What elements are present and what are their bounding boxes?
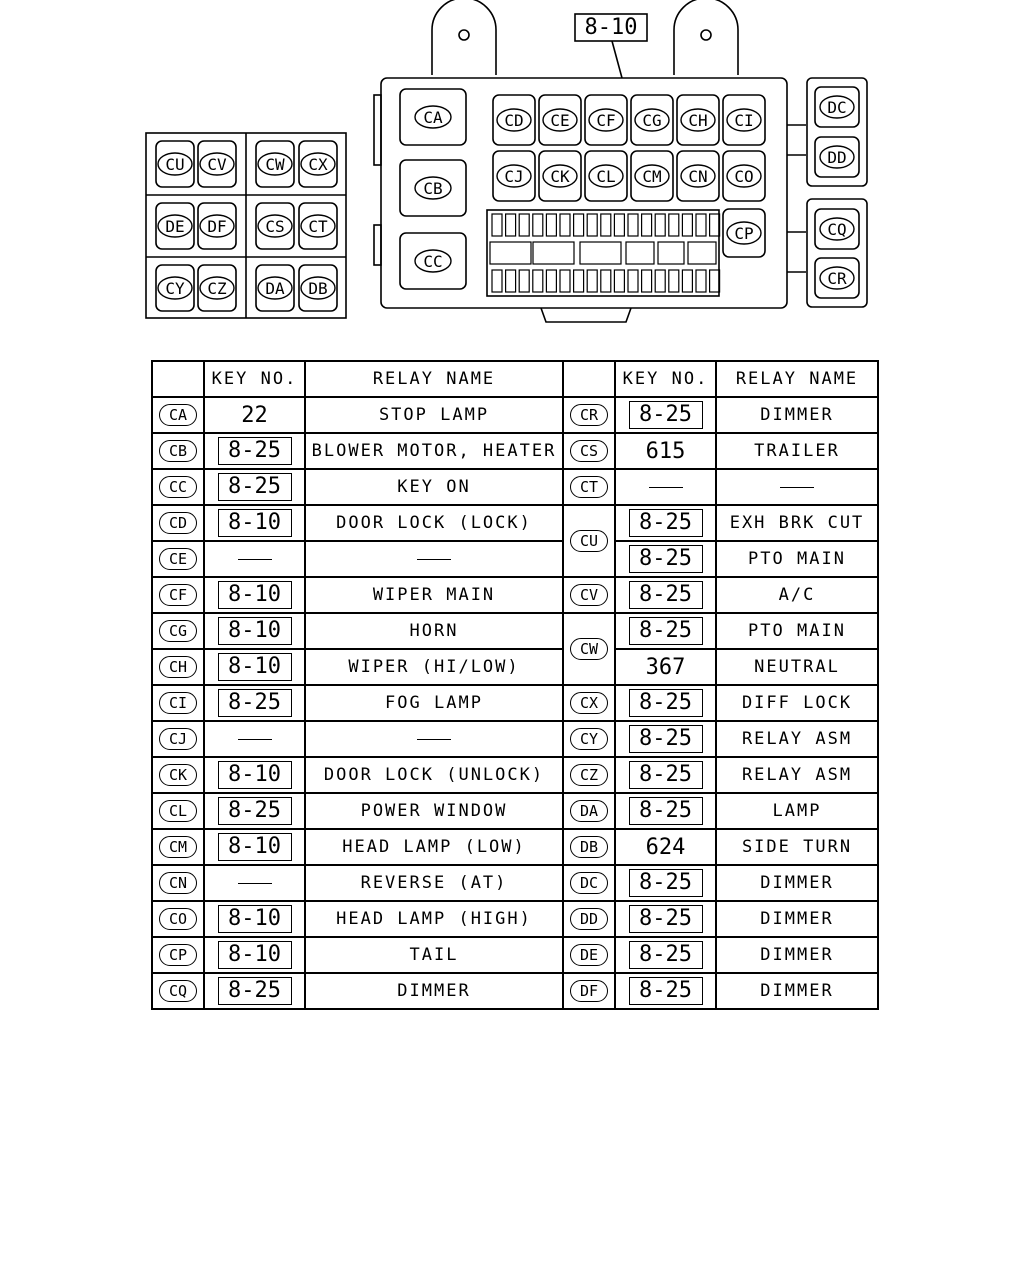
table-row: [152, 829, 878, 865]
table-row: [152, 865, 878, 901]
relay-name-cell: [305, 613, 563, 649]
relay-code: CE: [159, 548, 197, 570]
relay-name: HEAD LAMP (LOW): [342, 837, 526, 857]
relay-name: DIMMER: [760, 909, 834, 929]
code-cell: [563, 829, 615, 865]
svg-text:CQ: CQ: [827, 220, 847, 239]
key-no-cell: [615, 469, 716, 505]
relay-name-cell: [305, 829, 563, 865]
svg-text:CK: CK: [550, 167, 570, 186]
relay-name-cell: [305, 901, 563, 937]
relay-name: DIMMER: [760, 981, 834, 1001]
svg-text:CH: CH: [688, 111, 708, 130]
svg-text:CU: CU: [165, 155, 185, 174]
relay-name: EXH BRK CUT: [729, 513, 865, 533]
relay-name: BLOWER MOTOR, HEATER: [311, 441, 557, 461]
svg-text:CA: CA: [423, 108, 443, 127]
key-no: 8-25: [629, 761, 703, 789]
key-no: 8-10: [218, 581, 292, 609]
code-cell: [563, 937, 615, 973]
relay-code: DA: [570, 800, 608, 822]
relay-code: CU: [570, 530, 608, 552]
table-row: [152, 721, 878, 757]
svg-text:CV: CV: [207, 155, 227, 174]
code-cell: [563, 505, 615, 577]
relay-code: CP: [159, 944, 197, 966]
relay-code: CT: [570, 476, 608, 498]
relay-socket-cw: [256, 141, 294, 187]
relay-code: DF: [570, 980, 608, 1002]
key-no: [238, 739, 272, 740]
relay-name-cell: [305, 721, 563, 757]
svg-text:CN: CN: [688, 167, 708, 186]
key-no: 8-25: [629, 725, 703, 753]
relay-code: CQ: [159, 980, 197, 1002]
relay-socket-cb: [400, 160, 466, 216]
code-cell: [152, 721, 204, 757]
table-row: [152, 577, 878, 613]
svg-text:CC: CC: [423, 252, 443, 271]
relay-name-cell: [716, 685, 878, 721]
relay-code: DD: [570, 908, 608, 930]
relay-socket-cf: [585, 95, 627, 145]
header-key-left: KEY NO.: [204, 361, 305, 397]
relay-code: CB: [159, 440, 197, 462]
relay-name-cell: [305, 865, 563, 901]
relay-socket-ct: [299, 203, 337, 249]
key-no-cell: [204, 397, 305, 433]
relay-name: WIPER (HI/LOW): [348, 657, 520, 677]
relay-socket-ch: [677, 95, 719, 145]
relay-socket-cp: [723, 209, 765, 257]
relay-code: CF: [159, 584, 197, 606]
relay-name-cell: [716, 937, 878, 973]
key-no-cell: [204, 649, 305, 685]
relay-name: DIMMER: [397, 981, 471, 1001]
svg-text:DB: DB: [308, 279, 328, 298]
key-no-cell: [615, 973, 716, 1009]
code-cell: [563, 973, 615, 1009]
key-no-cell: [615, 433, 716, 469]
key-no: 8-25: [629, 941, 703, 969]
relay-box-diagram: [0, 0, 1024, 345]
code-cell: [563, 613, 615, 685]
relay-socket-cj: [493, 151, 535, 201]
relay-name: DIMMER: [760, 873, 834, 893]
relay-socket-cy: [156, 265, 194, 311]
key-no: 8-25: [629, 869, 703, 897]
top-label: 8-10: [584, 15, 638, 40]
relay-socket-cx: [299, 141, 337, 187]
key-no: 8-25: [629, 977, 703, 1005]
relay-code: CI: [159, 692, 197, 714]
table-row: [152, 397, 878, 433]
code-cell: [152, 397, 204, 433]
code-cell: [563, 757, 615, 793]
relay-name: A/C: [778, 585, 816, 605]
key-no: 615: [645, 438, 686, 464]
code-cell: [563, 721, 615, 757]
relay-name-cell: [305, 793, 563, 829]
key-no-cell: [204, 613, 305, 649]
relay-code: CM: [159, 836, 197, 858]
relay-socket-cd: [493, 95, 535, 145]
relay-code: CV: [570, 584, 608, 606]
relay-name-cell: [716, 613, 878, 649]
right-block-bottom: [807, 199, 867, 307]
relay-socket-cc: [400, 233, 466, 289]
key-no-cell: [615, 505, 716, 541]
svg-text:DF: DF: [207, 217, 227, 236]
header-relay-right: RELAY NAME: [716, 361, 878, 397]
relay-socket-cr: [815, 258, 859, 298]
svg-text:CW: CW: [265, 155, 285, 174]
relay-name-cell: [305, 757, 563, 793]
key-no: 8-25: [629, 581, 703, 609]
relay-name-cell: [305, 649, 563, 685]
key-no-cell: [615, 793, 716, 829]
key-no-cell: [615, 613, 716, 649]
key-no: 8-25: [629, 617, 703, 645]
relay-socket-ck: [539, 151, 581, 201]
relay-socket-cs: [256, 203, 294, 249]
svg-text:CG: CG: [642, 111, 662, 130]
code-cell: [152, 433, 204, 469]
key-no: 22: [241, 402, 268, 428]
table-row: [152, 973, 878, 1009]
key-no: 8-25: [218, 437, 292, 465]
key-no-cell: [204, 721, 305, 757]
relay-socket-cn: [677, 151, 719, 201]
relay-socket-ce: [539, 95, 581, 145]
relay-name: PTO MAIN: [748, 621, 846, 641]
relay-socket-cz: [198, 265, 236, 311]
relay-name: DOOR LOCK (LOCK): [336, 513, 532, 533]
relay-code: CS: [570, 440, 608, 462]
key-no-cell: [204, 829, 305, 865]
relay-name-cell: [305, 469, 563, 505]
relay-code: DC: [570, 872, 608, 894]
key-no-cell: [615, 829, 716, 865]
code-cell: [152, 505, 204, 541]
code-cell: [152, 973, 204, 1009]
relay-name-cell: [716, 505, 878, 541]
code-cell: [563, 433, 615, 469]
key-no: 8-10: [218, 761, 292, 789]
relay-name-cell: [716, 829, 878, 865]
relay-name-cell: [716, 433, 878, 469]
code-cell: [563, 577, 615, 613]
relay-name: DIMMER: [760, 405, 834, 425]
svg-text:CR: CR: [827, 269, 847, 288]
svg-text:CB: CB: [423, 179, 443, 198]
relay-socket-cv: [198, 141, 236, 187]
relay-name-cell: [305, 973, 563, 1009]
key-no: [238, 559, 272, 560]
table-row: [152, 505, 878, 541]
svg-text:CL: CL: [596, 167, 616, 186]
key-no: 8-25: [629, 797, 703, 825]
svg-text:CT: CT: [308, 217, 328, 236]
relay-name: KEY ON: [397, 477, 471, 497]
table-row: [152, 541, 878, 577]
code-cell: [563, 469, 615, 505]
key-no-cell: [615, 649, 716, 685]
relay-name: RELAY ASM: [741, 729, 853, 749]
relay-name: WIPER MAIN: [372, 585, 496, 605]
relay-name: STOP LAMP: [378, 405, 490, 425]
code-cell: [563, 865, 615, 901]
relay-code: CY: [570, 728, 608, 750]
relay-name: REVERSE (AT): [360, 873, 508, 893]
svg-text:CS: CS: [265, 217, 285, 236]
relay-code: CJ: [159, 728, 197, 750]
relay-name-cell: [305, 685, 563, 721]
relay-code: CR: [570, 404, 608, 426]
code-cell: [152, 469, 204, 505]
relay-name: HORN: [409, 621, 459, 641]
relay-socket-dd: [815, 137, 859, 177]
svg-text:CP: CP: [734, 224, 754, 243]
relay-name: HEAD LAMP (HIGH): [336, 909, 532, 929]
key-no: 8-10: [218, 905, 292, 933]
relay-name-cell: [716, 757, 878, 793]
svg-text:CO: CO: [734, 167, 754, 186]
relay-name-cell: [716, 469, 878, 505]
relay-name: [780, 487, 814, 488]
svg-text:DD: DD: [827, 148, 847, 167]
svg-text:DE: DE: [165, 217, 185, 236]
relay-name-cell: [716, 649, 878, 685]
header-relay-left: RELAY NAME: [305, 361, 563, 397]
relay-name-cell: [305, 541, 563, 577]
key-no-cell: [615, 541, 716, 577]
relay-name-cell: [716, 793, 878, 829]
key-no-cell: [204, 505, 305, 541]
relay-code: DE: [570, 944, 608, 966]
relay-code: CL: [159, 800, 197, 822]
key-no-cell: [615, 577, 716, 613]
key-no-cell: [615, 901, 716, 937]
relay-name-cell: [305, 577, 563, 613]
relay-socket-cu: [156, 141, 194, 187]
key-no: 8-10: [218, 941, 292, 969]
relay-name-cell: [716, 541, 878, 577]
relay-socket-cl: [585, 151, 627, 201]
relay-socket-df: [198, 203, 236, 249]
key-no-cell: [204, 937, 305, 973]
relay-code: CX: [570, 692, 608, 714]
table-row: [152, 937, 878, 973]
code-cell: [152, 613, 204, 649]
relay-code: CN: [159, 872, 197, 894]
relay-name: [417, 559, 451, 560]
key-no: 367: [645, 654, 686, 680]
key-no-cell: [615, 865, 716, 901]
relay-code: CH: [159, 656, 197, 678]
mount-tab-right: [674, 0, 738, 75]
code-cell: [563, 793, 615, 829]
relay-socket-cq: [815, 209, 859, 249]
key-no-cell: [615, 757, 716, 793]
key-no: 8-10: [218, 617, 292, 645]
relay-name-cell: [716, 721, 878, 757]
key-no-cell: [615, 397, 716, 433]
table-row: [152, 649, 878, 685]
key-no-cell: [615, 721, 716, 757]
key-no: 8-25: [218, 797, 292, 825]
relay-name-cell: [305, 397, 563, 433]
svg-text:CD: CD: [504, 111, 524, 130]
key-no-cell: [204, 865, 305, 901]
relay-name: DOOR LOCK (UNLOCK): [323, 765, 545, 785]
key-no: 8-10: [218, 653, 292, 681]
relay-socket-co: [723, 151, 765, 201]
key-no: 8-25: [218, 977, 292, 1005]
relay-name: DIMMER: [760, 945, 834, 965]
table-header-row: [152, 361, 878, 397]
code-cell: [152, 541, 204, 577]
key-no: 8-25: [629, 689, 703, 717]
key-no: 8-25: [218, 473, 292, 501]
table-row: [152, 757, 878, 793]
key-no-cell: [204, 433, 305, 469]
relay-name: POWER WINDOW: [360, 801, 508, 821]
relay-name-cell: [716, 973, 878, 1009]
key-no: 8-25: [629, 905, 703, 933]
svg-text:DC: DC: [827, 98, 847, 117]
key-no: [649, 487, 683, 488]
relay-name-cell: [716, 901, 878, 937]
code-cell: [563, 685, 615, 721]
relay-code: CZ: [570, 764, 608, 786]
relay-name: DIFF LOCK: [741, 693, 853, 713]
relay-name: SIDE TURN: [741, 837, 853, 857]
key-no-cell: [204, 757, 305, 793]
table-row: [152, 685, 878, 721]
relay-name-cell: [305, 505, 563, 541]
relay-code: CO: [159, 908, 197, 930]
relay-name-cell: [716, 865, 878, 901]
relay-name: PTO MAIN: [748, 549, 846, 569]
relay-name: TRAILER: [754, 441, 840, 461]
relay-socket-cm: [631, 151, 673, 201]
relay-socket-ci: [723, 95, 765, 145]
relay-name: [417, 739, 451, 740]
relay-code: CG: [159, 620, 197, 642]
table-row: [152, 901, 878, 937]
svg-text:CJ: CJ: [504, 167, 524, 186]
key-no: 8-25: [629, 509, 703, 537]
relay-code: DB: [570, 836, 608, 858]
relay-name: NEUTRAL: [754, 657, 840, 677]
table-row: [152, 469, 878, 505]
relay-code: CD: [159, 512, 197, 534]
key-no-cell: [615, 685, 716, 721]
svg-text:CI: CI: [734, 111, 754, 130]
relay-code: CK: [159, 764, 197, 786]
code-cell: [152, 757, 204, 793]
key-no-cell: [204, 901, 305, 937]
svg-text:CF: CF: [596, 111, 616, 130]
relay-name-cell: [305, 937, 563, 973]
relay-name: RELAY ASM: [741, 765, 853, 785]
relay-name-cell: [716, 577, 878, 613]
key-no: 8-10: [218, 509, 292, 537]
relay-name: LAMP: [772, 801, 822, 821]
key-no: 8-25: [629, 545, 703, 573]
code-cell: [152, 829, 204, 865]
code-cell: [152, 793, 204, 829]
mount-tab-left: [432, 0, 496, 75]
table-row: [152, 613, 878, 649]
relay-code: CA: [159, 404, 197, 426]
table-row: [152, 793, 878, 829]
code-cell: [563, 397, 615, 433]
key-no-cell: [204, 541, 305, 577]
code-cell: [152, 865, 204, 901]
svg-text:DA: DA: [265, 279, 285, 298]
key-no: [238, 883, 272, 884]
svg-text:CE: CE: [550, 111, 570, 130]
relay-socket-dc: [815, 87, 859, 127]
relay-socket-ca: [400, 89, 466, 145]
header-code-left: [152, 361, 204, 397]
relay-code: CW: [570, 638, 608, 660]
relay-name: TAIL: [409, 945, 459, 965]
svg-text:CM: CM: [642, 167, 662, 186]
relay-table: [151, 360, 879, 1010]
relay-socket-db: [299, 265, 337, 311]
key-no-cell: [204, 973, 305, 1009]
relay-code: CC: [159, 476, 197, 498]
code-cell: [152, 577, 204, 613]
relay-name: FOG LAMP: [385, 693, 483, 713]
code-cell: [152, 901, 204, 937]
code-cell: [152, 937, 204, 973]
relay-name-cell: [716, 397, 878, 433]
table-row: [152, 433, 878, 469]
key-no-cell: [204, 577, 305, 613]
svg-text:CX: CX: [308, 155, 328, 174]
key-no-cell: [615, 937, 716, 973]
key-no: 8-25: [218, 689, 292, 717]
svg-text:CY: CY: [165, 279, 185, 298]
key-no-cell: [204, 793, 305, 829]
svg-text:CZ: CZ: [207, 279, 227, 298]
relay-name-cell: [305, 433, 563, 469]
relay-socket-de: [156, 203, 194, 249]
relay-socket-da: [256, 265, 294, 311]
key-no-cell: [204, 469, 305, 505]
code-cell: [563, 901, 615, 937]
header-code-right: [563, 361, 615, 397]
code-cell: [152, 685, 204, 721]
code-cell: [152, 649, 204, 685]
key-no: 8-10: [218, 833, 292, 861]
header-key-right: KEY NO.: [615, 361, 716, 397]
relay-socket-cg: [631, 95, 673, 145]
key-no-cell: [204, 685, 305, 721]
right-block-top: [807, 78, 867, 186]
key-no: 624: [645, 834, 686, 860]
key-no: 8-25: [629, 401, 703, 429]
